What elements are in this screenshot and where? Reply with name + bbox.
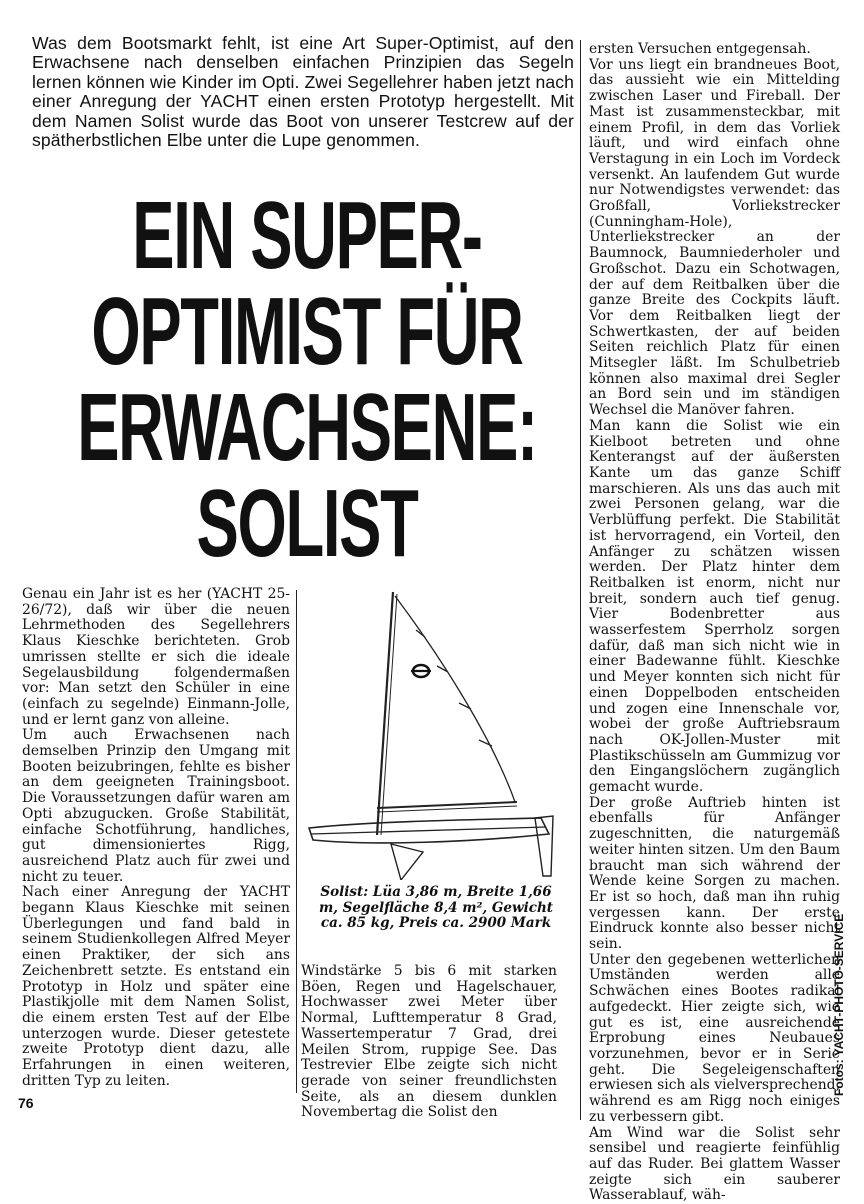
article-column-1: Genau ein Jahr ist es her (YACHT 25-26/72), daß wir über die neuen Lehrmethoden des Segellehrers Klaus Kieschke berichteten. Grob umrissen stellte er sich die ideale Segelausbildung folgendermaßen vor: Man setzt den Schüler in eine (einfach zu segelnde) Einmann-Jolle, und er lernt ganz von alleine. Um auch Erwachsenen nach demselben Prinzip den Umgang mit Booten beizubringen, fehlte es bisher an dem geeigneten Trainingsboot. Die Voraussetzungen dafür waren am Opti abzugucken. Große Stabilität, einfache Schotführung, handliches, gut dimensioniertes Rigg, ausreichend Platz auch für zwei und nicht zu teuer. Nach einer Anregung der YACHT begann Klaus Kieschke mit seinen Überlegungen und fand bald in seinem Studienkollegen Alfred Meyer einen Praktiker, der sich ans Zeichenbrett setzte. Es entstand ein Prototyp in Holz und später eine Plastikjolle mit dem Namen Solist, die einem ersten Test auf der Elbe unterzogen wurde. Dieser getestete zweite Prototyp dient dazu, alle Erfahrungen in einen weiteren, dritten Typ zu leiten.	[22, 586, 290, 1089]
photo-credit: Fotos: YACHT-PHOTO-SERVICE	[832, 913, 846, 1096]
sail-insignia-icon	[411, 665, 431, 677]
column-divider-2	[580, 40, 581, 1120]
image-caption: Solist: Lüa 3,86 m, Breite 1,66 m, Segelfläche 8,4 m², Gewicht ca. 85 kg, Preis ca. 2900 Mark	[319, 884, 553, 932]
column-divider-1	[296, 590, 297, 1093]
boat-illustration	[303, 590, 559, 880]
headline: EIN SUPER- OPTIMIST FÜR ERWACHSENE: SOLIST	[77, 182, 537, 577]
article-column-3: ersten Versuchen entgegensah. Vor uns liegt ein brandneues Boot, das aussieht wie ein Mittelding zwischen Laser und Fireball. Der Mast ist zusammensteckbar, mit einem Profil, in dem das Vorliek läuft, und wird einfach ohne Verstagung in ein Loch im Vordeck versenkt. An laufendem Gut wurde nur Notwendigstes verwendet: das Großfall, Vorliekstrecker (Cunningham-Hole), Unterliekstrecker an der Baumnock, Baumniederholer und Großschot. Dazu ein Schotwagen, der auf dem Reitbalken über die ganze Breite des Cockpits läuft. Vor dem Reitbalken liegt der Schwertkasten, der auf beiden Seiten reichlich Platz für einen Mitsegler läßt. Im Schulbetrieb können also maximal drei Segler an Bord sein und im ständigen Wechsel die Manöver fahren. Man kann die Solist wie ein Kielboot betreten und ohne Kenterangst auf der äußersten Kante um das ganze Schiff marschieren. Als uns das auch mit zwei Personen gelang, war die Verblüffung perfekt. Die Stabilität ist hervorragend, ein Vorteil, den Anfänger zu schätzen wissen werden. Der Platz hinter dem Reitbalken ist enorm, nicht nur breit, sondern auch tief genug. Vier Bodenbretter aus wasserfestem Sperrholz sorgen dafür, daß man sich nicht wie in einer Badewanne fühlt. Kieschke und Meyer konnten sich nicht für einen Doppelboden entscheiden und zogen eine Innenschale vor, wobei der große Auftriebsraum nach OK-Jollen-Muster mit Plastikschüsseln am Gummizug vor den Eingangslöchern zugänglich gemacht wurde. Der große Auftrieb hinten ist ebenfalls für Anfänger zugeschnitten, die naturgemäß weiter hinten sitzen. Um den Baum braucht man sich während der Wende keine Sorgen zu machen. Er ist so hoch, daß man ihn ruhig vergessen kann. Der erste Eindruck konnte also besser nicht sein. Unter den gegebenen wetterlichen Umständen werden alle Schwächen eines Bootes radikal aufgedeckt. Hier zeigte sich, wie gut es ist, eine ausreichende Erprobung eines Neubaues vorzunehmen, bevor er in Serie geht. Die Segeleigenschaften erwiesen sich als vielversprechend, während es am Rigg noch einiges zu verbessern gibt. Am Wind war die Solist sehr sensibel und reagierte feinfühlig auf das Ruder. Bei glattem Wasser zeigte sich ein sauberer Wasserablauf, wäh-	[589, 41, 840, 1204]
page-number: 76	[18, 1095, 34, 1111]
intro-paragraph: Was dem Bootsmarkt fehlt, ist eine Art Super-Optimist, auf den Erwachsene nach denselben einfachen Prinzipien das Segeln lernen können wie Kinder im Opti. Zwei Segellehrer haben jetzt nach einer Anregung der YACHT einen ersten Prototyp hergestellt. Mit dem Namen Solist wurde das Boot von unserer Testcrew auf der spätherbstlichen Elbe unter die Lupe genommen.	[32, 33, 574, 151]
article-column-2: Windstärke 5 bis 6 mit starken Böen, Regen und Hagelschauer, Hochwasser zwei Meter über Normal, Lufttemperatur 8 Grad, Wassertemperatur 7 Grad, drei Meilen Strom, ruppige See. Das Testrevier Elbe zeigte sich nicht gerade von seiner freundlichsten Seite, als an diesem dunklen Novembertag die Solist den	[301, 963, 557, 1121]
